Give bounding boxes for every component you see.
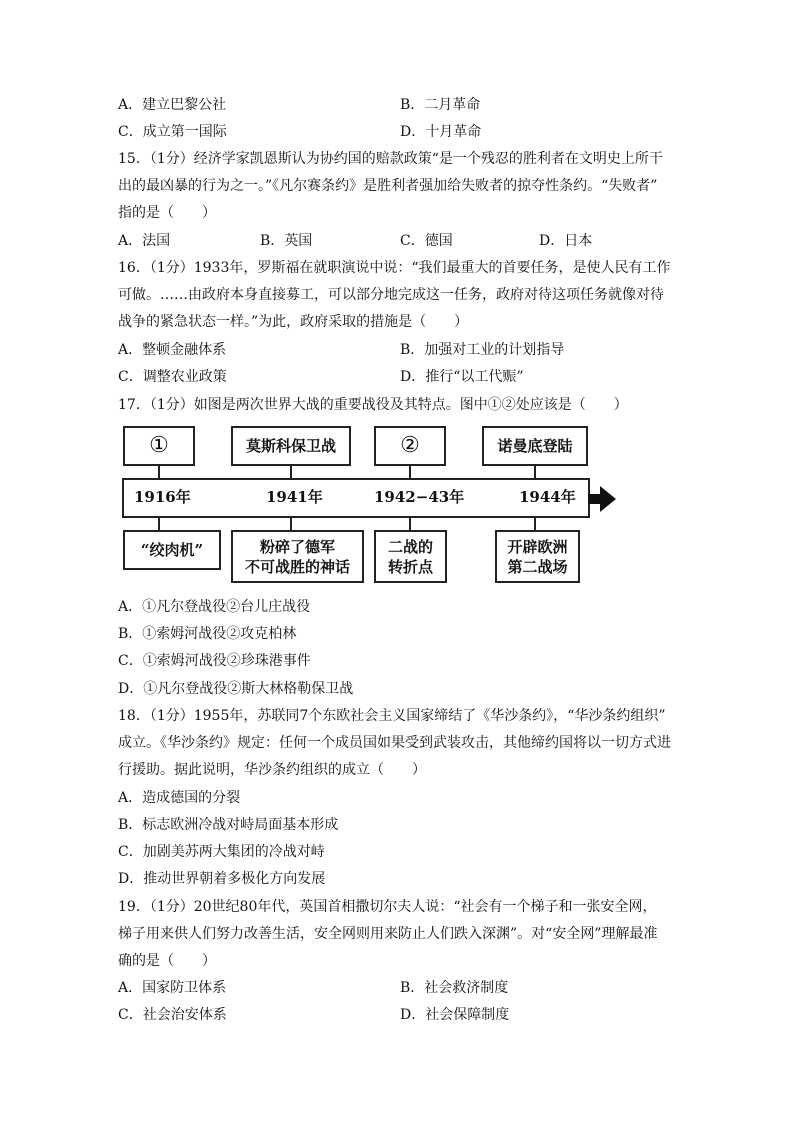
- q19-option-d: D．社会保障制度: [400, 1007, 510, 1023]
- bottom-box-text: 转折点: [387, 557, 433, 576]
- bottom-box-text: 开辟欧洲: [507, 537, 568, 556]
- connector-line: [534, 518, 536, 530]
- q16-option-d: D．推行“以工代赈”: [400, 369, 524, 385]
- timeline-top-box-1: ①: [123, 426, 195, 466]
- q15-stem-line-3: 指的是（ ）: [118, 205, 216, 221]
- q15-stem-line-1: 15．（1分）经济学家凯恩斯认为协约国的赔款政策“是一个残忍的胜利者在文明史上所干: [118, 151, 663, 167]
- timeline-bottom-box-1: [123, 530, 221, 570]
- q15-option-c: C．德国: [400, 233, 453, 249]
- q17-option-c: C．①索姆河战役②珍珠港事件: [118, 653, 311, 669]
- q17-stem-line-1: 17．（1分）如图是两次世界大战的重要战役及其特点。图中①②处应该是（ ）: [118, 397, 628, 413]
- q15-option-a: A．法国: [118, 233, 171, 249]
- timeline-top-box-3: ②: [374, 426, 446, 466]
- q17-option-a: A．①凡尔登战役②台儿庄战役: [118, 599, 311, 615]
- q16-option-c: C．调整农业政策: [118, 369, 227, 385]
- q17-option-b: B．①索姆河战役②攻克柏林: [118, 626, 297, 642]
- q19-stem-line-3: 确的是（ ）: [118, 953, 216, 969]
- q17-option-d: D．①凡尔登战役②斯大林格勒保卫战: [118, 681, 354, 697]
- q16-option-a: A．整顿金融体系: [118, 342, 227, 358]
- q14-option-c: C．成立第一国际: [118, 124, 227, 140]
- q16-stem-line-3: 战争的紧急状态一样。”为此，政府采取的措施是（ ）: [118, 314, 469, 330]
- connector-line: [290, 466, 292, 478]
- bottom-box-text: 第二战场: [507, 557, 568, 576]
- connector-line: [158, 518, 160, 530]
- timeline-year-2: 1941年: [266, 488, 323, 506]
- connector-line: [409, 466, 411, 478]
- q18-stem-line-3: 行援助。据此说明，华沙条约组织的成立（ ）: [118, 762, 426, 778]
- timeline-bottom-box-4: [495, 530, 580, 583]
- q18-option-a: A．造成德国的分裂: [118, 790, 241, 806]
- timeline-bottom-box-2: [231, 530, 364, 583]
- q16-option-b: B．加强对工业的计划指导: [400, 342, 565, 358]
- arrow-right-icon: [588, 486, 618, 512]
- timeline-year-4: 1944年: [519, 488, 576, 506]
- connector-line: [534, 466, 536, 478]
- bottom-box-text: 不可战胜的神话: [244, 557, 350, 576]
- q15-option-b: B．英国: [260, 233, 313, 249]
- timeline-top-box-2: 莫斯科保卫战: [231, 426, 351, 466]
- bottom-box-text: 二战的: [387, 537, 433, 556]
- q16-stem-line-1: 16．（1分）1933年，罗斯福在就职演说中说：“我们最重大的首要任务，是使人民有工作: [118, 260, 671, 276]
- timeline-bottom-box-3: [374, 530, 447, 583]
- q19-option-b: B．社会救济制度: [400, 980, 509, 996]
- q18-stem-line-1: 18．（1分）1955年，苏联同7个东欧社会主义国家缔结了《华沙条约》，“华沙条约组织”: [118, 708, 666, 724]
- q15-option-d: D．日本: [539, 233, 593, 249]
- q14-option-a: A．建立巴黎公社: [118, 97, 227, 113]
- connector-line: [290, 518, 292, 530]
- q19-option-a: A．国家防卫体系: [118, 980, 227, 996]
- q18-stem-line-2: 成立。《华沙条约》规定：任何一个成员国如果受到武装攻击，其他缔约国将以一切方式进: [118, 735, 671, 751]
- q19-option-c: C．社会治安体系: [118, 1007, 227, 1023]
- q15-stem-line-2: 出的最凶暴的行为之一。”《凡尔赛条约》是胜利者强加给失败者的掠夺性条约。“失败者”: [118, 178, 658, 194]
- q18-option-c: C．加剧美苏两大集团的冷战对峙: [118, 844, 325, 860]
- q19-stem-line-2: 梯子用来供人们努力改善生活，安全网则用来防止人们跌入深渊”。对“安全网”理解最准: [118, 926, 658, 942]
- q14-option-b: B．二月革命: [400, 97, 481, 113]
- connector-line: [158, 466, 160, 478]
- bottom-box-text: “绞肉机”: [140, 541, 204, 559]
- timeline-year-3: 1942−43年: [374, 488, 465, 506]
- q19-stem-line-1: 19．（1分）20世纪80年代，英国首相撒切尔夫人说：“社会有一个梯子和一张安全网，: [118, 899, 657, 915]
- connector-line: [409, 518, 411, 530]
- q18-option-b: B．标志欧洲冷战对峙局面基本形成: [118, 817, 339, 833]
- timeline-year-1: 1916年: [134, 488, 191, 506]
- q14-option-d: D．十月革命: [400, 124, 482, 140]
- bottom-box-text: 粉碎了德军: [259, 537, 335, 556]
- timeline-top-box-4: 诺曼底登陆: [482, 426, 588, 466]
- q16-stem-line-2: 可做。……由政府本身直接募工，可以部分地完成这一任务，政府对待这项任务就像对待: [118, 287, 664, 303]
- q18-option-d: D．推动世界朝着多极化方向发展: [118, 871, 326, 887]
